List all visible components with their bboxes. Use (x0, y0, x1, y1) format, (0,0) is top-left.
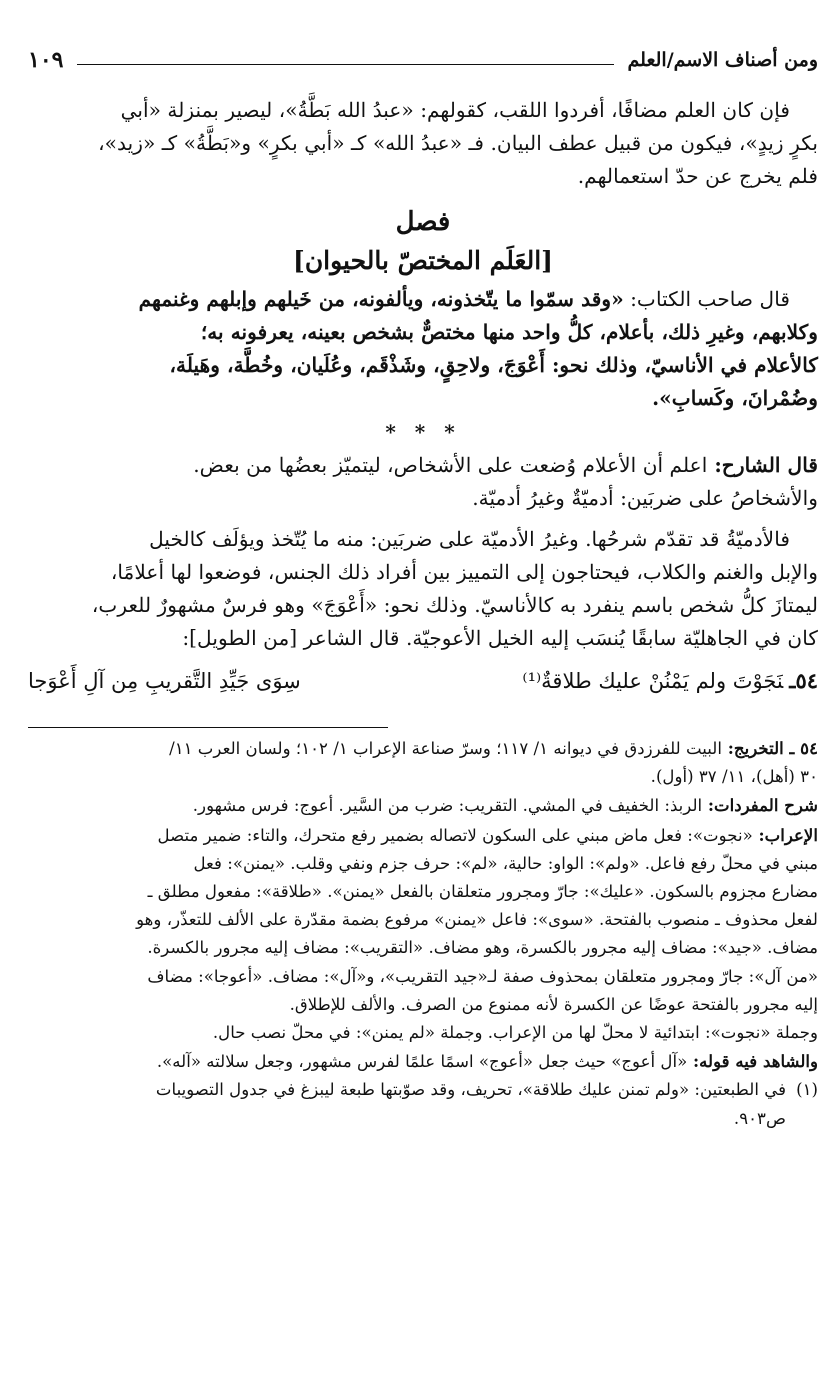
footnote-line (28, 791, 818, 820)
author-quote-start: «وقد سمّوا ما يتّخذونه، ويألفونه، من خَيلهم وإبلهم وغنمهم (138, 287, 624, 311)
footnote-line (28, 734, 818, 763)
footnote-rule (28, 727, 388, 728)
author-line: كالأعلام في الأناسيّ، وذلك نحو: أَعْوَجَ، ولاحِقٍ، وشَذْقَم، وعُلَيان، وخُطَّة، وهَيلَة، (169, 353, 818, 377)
footnotes (28, 734, 818, 1133)
shahid-text: «آل أعوج» حيث جعل «أعوج» اسمًا علمًا لفرس مشهور، وجعل سلالته «آله». (156, 1052, 688, 1072)
footnote-line: في الطبعتين: «ولم تمنن عليك طلاقة»، تحريف، وقد صوّبتها طبعة ليبزغ في جدول التصويبات (155, 1080, 786, 1100)
page-number: ١٠٩ (28, 47, 64, 73)
commentary-line: فالأدميّةُ قد تقدّم شرحُها. وغيرُ الأدميّة على ضربَين: منه ما يُتّخذ ويؤلَف كالخيل (149, 527, 790, 551)
intro-line: فإن كان العلم مضافًا، أفردوا اللقب، كقولهم: «عبدُ الله بَطَّةُ»، ليصير بمنزلة «أبي (120, 98, 790, 122)
commentary-line: كان في الجاهليّة سابقًا يُنسَب إليه الخيل الأعوجيّة. قال الشاعر [من الطويل]: (182, 626, 818, 650)
verse-first-half (522, 663, 818, 699)
commentary-text: اعلم أن الأعلام وُضعت على الأشخاص، ليتميّز بعضُها من بعض. (193, 453, 708, 477)
commentary-line: ليمتازَ كلُّ شخص باسم ينفرد به كالأناسيّ. وذلك نحو: «أَعْوَجَ» وهو فرسٌ مشهورٌ للعرب، (91, 593, 818, 617)
footnote-line: إليه مجرور بالفتحة عوضًا عن الكسرة لأنه ممنوع من الصرف. والألف للإطلاق. (289, 994, 818, 1014)
book-page (28, 40, 818, 1133)
footnote-line: ص٩٠٣. (733, 1108, 786, 1128)
hemistich-1: نَجَوْتَ ولم يَمْنُنْ عليك طلاقةٌ⁽¹⁾ (522, 669, 784, 693)
footnote-line (28, 1047, 818, 1076)
commentary-line: والإبل والغنم والكلاب، فيحتاجون إلى التمييز بين أفراد ذلك الجنس، فوضعوا لها أعلامًا، (110, 560, 818, 584)
footnote-line (28, 821, 818, 850)
irab-label: الإعراب: (752, 824, 818, 845)
footnote-line: مضارع مجزوم بالسكون. «عليك»: جارّ ومجرور متعلقان بالفعل «يمنن». «طلاقة»: مفعول مطلق ـ (147, 882, 818, 902)
running-title: ومن أصناف الاسم/العلم (627, 49, 818, 71)
author-label: قال صاحب الكتاب: (623, 287, 790, 311)
footnote-line: مبني في محلّ رفع فاعل. «ولم»: الواو: حالية، «لم»: حرف جزم ونفي وقلب. «يمنن»: فعل (193, 853, 818, 873)
section-subheading: [العَلَم المختصّ بالحيوان] (292, 246, 554, 275)
footnote-line: وجملة «نجوت»: ابتدائية لا محلّ لها من الإعراب. وجملة «لم يمنن»: في محلّ نصب حال. (212, 1023, 818, 1043)
commentary-line (28, 449, 818, 482)
intro-line: بكرٍ زيدٍ»، فيكون من قبيل عطف البيان. فـ «عبدُ الله» كـ «أبي بكرٍ» و«بَطَّةُ» كـ «زيد»، (98, 131, 818, 155)
takhrij-text: البيت للفرزدق في ديوانه ١/ ١١٧؛ وسرّ صناعة الإعراب ١/ ١٠٢؛ ولسان العرب ١١/ (169, 739, 722, 758)
author-line (28, 283, 818, 316)
verse-number: ٥٤ـ (789, 668, 818, 693)
hemistich-2: سِوَى جَيِّدِ التَّقريبِ مِن آلِ أَعْوَجا (28, 669, 301, 693)
section-heading: فصل (395, 207, 451, 237)
footnote-marker: (١) (796, 1080, 818, 1100)
commentary-line: والأشخاصُ على ضربَين: أدميّةٌ وغيرُ أدميّة. (472, 486, 818, 510)
poetry-verse (28, 663, 818, 699)
mufradat-text: الربذ: الخفيف في المشي. التقريب: ضرب من السَّير. أعوج: فرس مشهور. (192, 796, 703, 816)
author-line: وكلابهم، وغيرِ ذلك، بأعلام، كلُّ واحد منها مختصٌّ بشخص بعينه، يعرفونه به؛ (200, 320, 818, 344)
running-header (28, 40, 818, 80)
footnote-line: مضاف. «جيد»: مضاف إليه مجرور بالكسرة، وهو مضاف. «التقريب»: مضاف إليه مجرور بالكسرة. (147, 938, 818, 958)
author-text (28, 283, 818, 415)
commentator-label: قال الشارح: (707, 453, 818, 477)
footnote-line: «من آل»: جارّ ومجرور متعلقان بمحذوف صفة لـ«جيد التقريب»، و«آل»: مضاف. «أعوجا»: مضاف (147, 966, 818, 986)
footnote-line: ٣٠ (أهل)، ١١/ ٣٧ (أول). (650, 767, 818, 787)
header-rule (77, 64, 613, 65)
intro-paragraph (28, 94, 818, 193)
irab-text: «نجوت»: فعل ماض مبني على السكون لاتصاله بضمير رفع متحرك، والتاء: ضمير متصل (157, 825, 753, 845)
footnote-1 (28, 1076, 818, 1132)
mufradat-label: شرح المفردات: (702, 795, 818, 816)
footnote-line: لفعل محذوف ـ منصوب بالفتحة. «سوى»: فاعل «يمنن» مرفوع بضمة مقدّرة على الألف للتعذّر، وهو (136, 910, 818, 930)
intro-line: فلم يخرج عن حدّ استعمالهم. (577, 164, 818, 188)
commentary (28, 449, 818, 655)
separator-stars: * * * (385, 420, 461, 444)
shahid-label: والشاهد فيه قوله: (687, 1051, 818, 1072)
takhrij-label: ٥٤ ـ التخريج: (721, 738, 818, 758)
author-line: وضُمْرانَ، وكَسابِ». (652, 386, 818, 410)
